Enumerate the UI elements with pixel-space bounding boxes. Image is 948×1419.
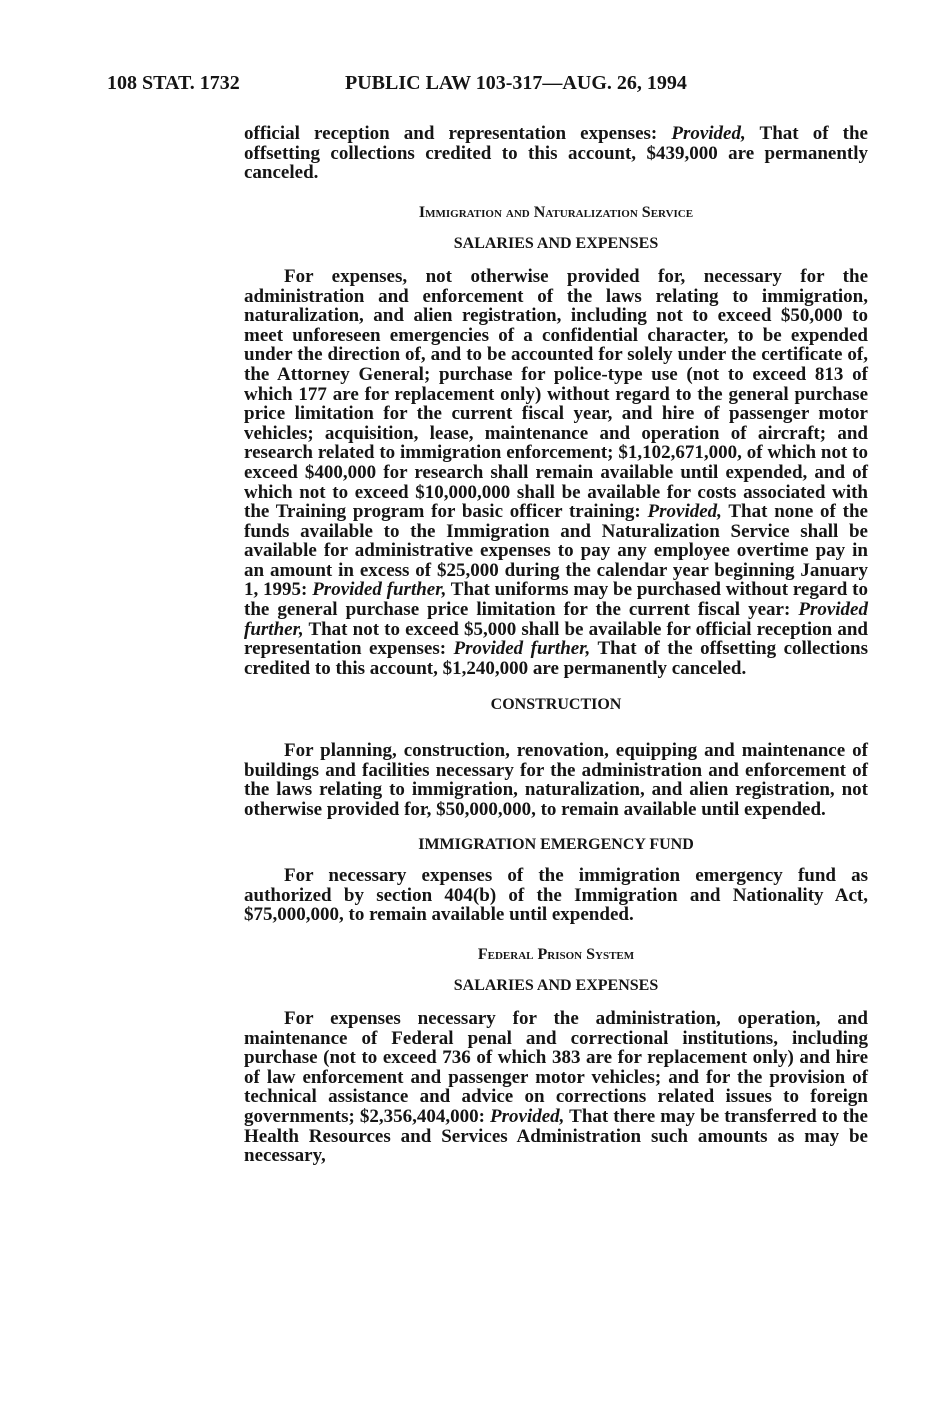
- ins-salaries-paragraph: For expenses, not otherwise provided for, necessary for the administration and enforcement of the laws relating to immigration, naturalization, and alien registration, including not to exceed $50,000 to meet unforeseen emergencies of a confidential character, to be expended under the direction of, and to be accounted for solely under the certificate of, the Attorney General; purchase for police-type use (not to exceed 813 of which 177 are for replacement only) without regard to the general purchase price limitation for the current fiscal year, and hire of passenger motor vehicles; acquisition, lease, maintenance and operation of aircraft; and research related to immigration enforcement; $1,102,671,000, of which not to exceed $400,000 for research shall remain available until expended, and of which not to exceed $10,000,000 shall be available for costs associated with the Training program for basic officer training: Provided, That none of the funds available to the Immigration and Naturalization Service shall be available for administrative expenses to pay any employee overtime pay in an amount in excess of $25,000 during the calendar year beginning January 1, 1995: Provided further, That uniforms may be purchased without regard to the general purchase price limitation for the current fiscal year: Provided further, That not to exceed $5,000 shall be available for official reception and representation expenses: Provided further, That of the offsetting collections credited to this account, $1,240,000 are permanently canceled.: [244, 265, 869, 679]
- section-heading-prison: Federal Prison System: [477, 945, 635, 963]
- emergency-fund-paragraph: For necessary expenses of the immigration emergency fund as authorized by section 404(b) of the Immigration and Nationality Act, $75,000,000, to remain available until expended.: [244, 865, 868, 926]
- document-body: [244, 124, 868, 1166]
- prison-salaries-paragraph: For expenses necessary for the administration, operation, and maintenance of Federal penal and correctional institutions, including purchase (not to exceed 736 of which 383 are for replacement only) and hire of law enforcement and passenger motor vehicles; and for the provision of technical assistance and advice on corrections related issues to foreign governments; $2,356,404,000: Provided, That there may be transferred to the Health Resources and Services Administration such amounts as may be necessary,: [244, 1007, 868, 1167]
- subheading-prison-salaries: SALARIES AND EXPENSES: [453, 977, 659, 995]
- page-header: [107, 72, 867, 98]
- statute-page-number: 108 STAT. 1732: [107, 72, 240, 94]
- emergency-fund-heading: IMMIGRATION EMERGENCY FUND: [418, 836, 694, 854]
- construction-paragraph: For planning, construction, renovation, equipping and maintenance of buildings and facilities necessary for the administration and enforcement of the laws relating to immigration, naturalization, and alien registration, not otherwise provided for, $50,000,000, to remain available until expended.: [244, 740, 868, 820]
- section-heading-ins: Immigration and Naturalization Service: [418, 203, 694, 221]
- subheading-ins-salaries: SALARIES AND EXPENSES: [453, 235, 659, 253]
- construction-heading: CONSTRUCTION: [490, 696, 622, 714]
- continued-paragraph: official reception and representation expenses: Provided, That of the offsetting collections credited to this account, $439,000 are permanently canceled.: [244, 123, 868, 184]
- public-law-citation: PUBLIC LAW 103-317—AUG. 26, 1994: [345, 72, 687, 94]
